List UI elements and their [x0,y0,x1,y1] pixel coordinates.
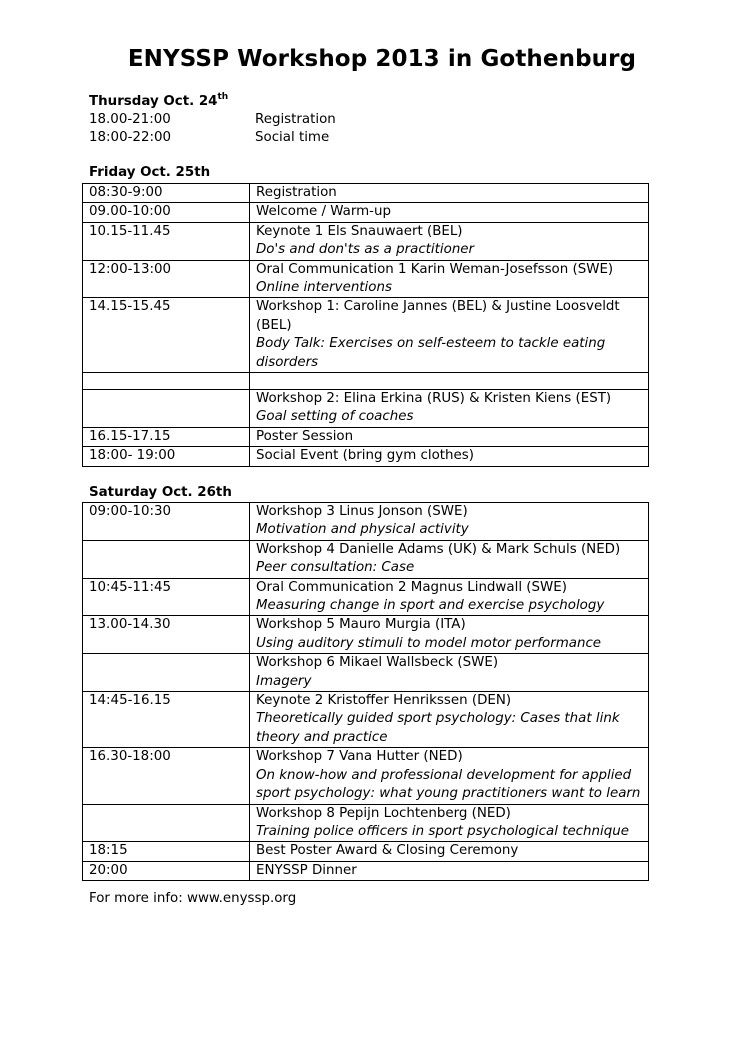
event-cell [250,842,649,861]
time-cell: 16.15-17.15 [83,427,250,446]
event-subtitle: Using auditory stimuli to model motor performance [256,635,602,651]
friday-heading: Friday Oct. 25th [89,165,211,180]
time-cell: 13.00-14.30 [83,616,250,654]
event-cell [250,578,649,616]
table-row [83,203,649,222]
event-cell [250,298,649,373]
time-cell [83,654,250,692]
event-title: ENYSSP Dinner [256,862,357,878]
event-title: Workshop 2: Elina Erkina (RUS) & Kristen Kiens (EST) [256,391,612,407]
event-title: Best Poster Award & Closing Ceremony [256,843,519,859]
event-title: Workshop 7 Vana Hutter (NED) [256,749,463,765]
event-title: Workshop 4 Danielle Adams (UK) & Mark Schuls (NED) [256,541,621,557]
table-row [83,503,649,541]
event-subtitle: Goal setting of coaches [256,409,414,425]
event-title: Welcome / Warm-up [256,204,391,220]
event-title: Workshop 1: Caroline Jannes (BEL) & Justine Loosveldt (BEL) [256,299,620,333]
event-cell [250,447,649,466]
event-title: Workshop 8 Pepijn Lochtenberg (NED) [256,805,511,821]
event-title: Workshop 5 Mauro Murgia (ITA) [256,617,466,633]
friday-schedule-table [82,183,649,467]
time-cell: 12:00-13:00 [83,260,250,298]
event-cell [250,373,649,390]
table-row [83,222,649,260]
table-row [83,447,649,466]
event-subtitle: Measuring change in sport and exercise psychology [256,598,605,614]
event-subtitle: On know-how and professional development for applied sport psychology: what young practitioners want to learn [256,767,641,802]
time-cell: 09.00-10:00 [83,203,250,222]
event-cell [250,184,649,203]
time-cell: 10:45-11:45 [83,578,250,616]
event-title: Workshop 3 Linus Jonson (SWE) [256,504,468,519]
time-cell: 08:30-9:00 [83,184,250,203]
time-cell [83,804,250,842]
event-subtitle: Online interventions [256,280,392,296]
table-row [83,748,649,804]
footer-info: For more info: www.enyssp.org [89,891,297,906]
event-subtitle: Do's and don'ts as a practitioner [256,242,475,258]
table-row [83,184,649,203]
event-cell [250,748,649,804]
table-row [83,861,649,880]
event-subtitle: Peer consultation: Case [256,560,415,576]
event-cell [250,503,649,541]
event-title: Oral Communication 1 Karin Weman-Josefsson (SWE) [256,261,614,277]
time-cell [83,540,250,578]
event-subtitle: Motivation and physical activity [256,522,469,538]
event-cell [250,390,649,428]
time-cell [83,390,250,428]
event-cell [250,203,649,222]
table-row [83,804,649,842]
time-cell: 14.15-15.45 [83,298,250,373]
event-title: Registration [256,185,337,200]
event-title: Workshop 6 Mikael Wallsbeck (SWE) [256,655,499,671]
time-cell: 18:00- 19:00 [83,447,250,466]
event-cell [250,222,649,260]
page-title: ENYSSP Workshop 2013 in Gothenburg [127,46,637,72]
event-subtitle: Training police officers in sport psychological technique [256,823,629,839]
thursday-row [89,111,336,129]
event-title: Keynote 2 Kristoffer Henrikssen (DEN) [256,693,512,709]
event-title: Oral Communication 2 Magnus Lindwall (SWE) [256,579,567,595]
time-cell [83,373,250,390]
saturday-schedule-table [82,502,649,881]
event-title: Social Event (bring gym clothes) [256,448,474,464]
table-row-empty [83,373,649,390]
event-cell [250,540,649,578]
time-cell: 16.30-18:00 [83,748,250,804]
table-row [83,260,649,298]
event-cell [250,260,649,298]
event-cell [250,427,649,446]
thursday-heading-text: Thursday Oct. 24 [89,94,218,109]
event-subtitle: Imagery [256,673,312,689]
table-row [83,692,649,748]
event-cell [250,804,649,842]
time-cell: 18:15 [83,842,250,861]
thursday-row-time: 18:00-22:00 [89,130,172,145]
event-subtitle: Body Talk: Exercises on self-esteem to tackle eating disorders [256,336,606,370]
event-title: Keynote 1 Els Snauwaert (BEL) [256,223,463,239]
time-cell: 09:00-10:30 [83,503,250,541]
thursday-heading-sup: th [217,92,229,102]
thursday-row-time: 18.00-21:00 [89,112,171,127]
event-title: Poster Session [256,428,354,444]
saturday-heading: Saturday Oct. 26th [89,485,232,500]
event-cell [250,692,649,748]
event-cell [250,861,649,880]
time-cell: 14:45-16.15 [83,692,250,748]
table-row [83,298,649,373]
thursday-row [89,129,329,147]
event-cell [250,654,649,692]
thursday-row-event: Social time [255,130,330,145]
event-cell [250,616,649,654]
time-cell: 20:00 [83,861,250,880]
time-cell: 10.15-11.45 [83,222,250,260]
thursday-row-event: Registration [255,112,336,127]
table-row [83,616,649,654]
table-row [83,654,649,692]
table-row [83,540,649,578]
event-subtitle: Theoretically guided sport psychology: Cases that link theory and practice [256,711,620,745]
table-row [83,842,649,861]
table-row [83,578,649,616]
table-row [83,427,649,446]
table-row [83,390,649,428]
thursday-heading [89,92,228,109]
